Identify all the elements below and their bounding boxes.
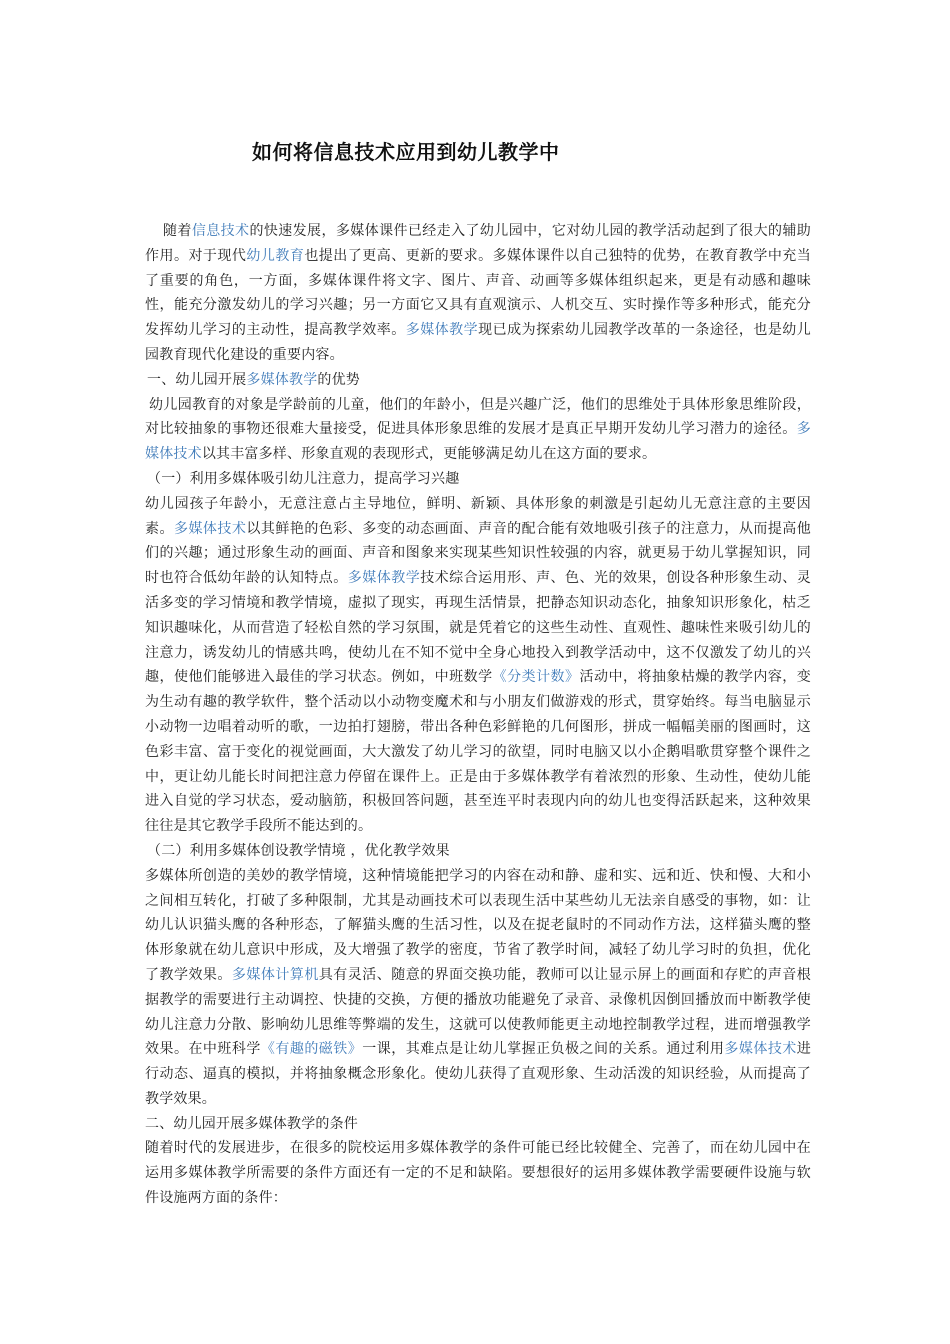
text-run: 一、幼儿园开展 <box>147 371 247 388</box>
text-run: 的优势 <box>317 371 361 388</box>
text-run: 也提出了更高、更新的要求。多媒体课件以自己独特的优势，在教育教学中充当了重要的角色，一方面，多媒体课件将文字、图片、声音、动画等多媒体组织起来，更是有动感和趣味性，能充分激发幼儿的学习兴趣；另一方面它又具有直观演示、人机交互、实时操作等多种形式，能充分发挥幼儿学习的主动性，提高教学效率。 <box>145 247 811 339</box>
situation-paragraph <box>145 864 811 1112</box>
text-run: 幼儿园孩子年龄小，无意注意占主导地位，鲜明、新颖、具体形象的刺激是引起幼儿无意注意的主要因素。 <box>145 495 811 537</box>
document-title: 如何将信息技术应用到幼儿教学中 <box>252 140 560 164</box>
link-multimedia-teaching[interactable]: 多媒体教学 <box>246 371 318 388</box>
text-run: 的快速发展，多媒体课件已经走入了幼儿园中，它对幼儿园的教学活动起到了很大的辅助作用。对于现代 <box>145 223 811 264</box>
text-run: 技术综合运用形、声、色、光的效果，创设各种形象生动、灵活多变的学习情境和教学情境，虚拟了现实，再现生活情景，把静态知识动态化，抽象知识形象化，枯乏知识趣味化，从而营造了轻松自然的学习氛围，就是凭着它的这些生动性、直观性、趣味性来吸引幼儿的注意力，诱发幼儿的情感共鸣，使幼儿在不知不觉中全身心地投入到教学活动中，这不仅激发了幼儿的兴趣，使他们能够进入最佳的学习状态。例如，中班数学 <box>145 570 811 686</box>
document-body <box>145 219 811 1211</box>
intro-paragraph <box>145 219 811 368</box>
text-run: 活动中，将抽象枯燥的教学内容，变为生动有趣的教学软件，整个活动以小动物变魔术和与小朋友们做游戏的形式，贯穿始终。每当电脑显示小动物一边唱着动听的歌，一边拍打翅膀，带出各种色彩鲜艳的几何图形，拼成一幅幅美丽的图画时，这色彩丰富、富于变化的视觉画面，大大激发了幼儿学习的欲望，同时电脑又以小企鹅唱歌贯穿整个课件之中，更让幼儿能长时间把注意力停留在课件上。正是由于多媒体教学有着浓烈的形象、生动性，使幼儿能进入自觉的学习状态，爱动脑筋，积极回答问题，甚至连平时表现内向的幼儿也变得活跃起来，这种效果往往是其它教学手段所不能达到的。 <box>145 669 811 835</box>
link-multimedia-technology[interactable]: 多媒体技术 <box>173 520 247 537</box>
subsection-heading-2: （二）利用多媒体创设教学情境 ，优化教学效果 <box>147 842 450 859</box>
link-multimedia-teaching[interactable]: 多媒体教学 <box>405 322 479 339</box>
link-information-technology[interactable]: 信息技术 <box>191 223 250 239</box>
attention-paragraph <box>145 492 811 839</box>
text-run: 多媒体所创造的美妙的教学情境，这种情境能把学习的内容在动和静、虚和实、远和近、快和慢、大和小之间相互转化，打破了多种限制，尤其是动画技术可以表现生活中某些幼儿无法亲自感受的事物，如：让幼儿认识猫头鹰的各种形态，了解猫头鹰的生活习性，以及在捉老鼠时的不同动作方法，这样猫头鹰的整体形象就在幼儿意识中形成，及大增强了教学的密度，节省了教学时间，减轻了幼儿学习时的负担，优化了教学效果。 <box>145 867 811 983</box>
text-run: 现已成为探索幼儿园教学改革的一条途径，也是幼儿园教育现代化建设的重要内容。 <box>145 322 811 363</box>
section-heading-1 <box>145 368 811 393</box>
subsection-heading-1: （一）利用多媒体吸引幼儿注意力，提高学习兴趣 <box>147 470 460 487</box>
text-run: 具有灵活、随意的界面交换功能，教师可以让显示屏上的画面和存贮的声音根据教学的需要进行主动调控、快捷的交换，方便的播放功能避免了录音、录像机因倒回播放而中断教学使幼儿注意力分散、影响幼儿思维等弊端的发生，这就可以使教师能更主动地控制教学过程，进而增强教学效果。在中班科学 <box>145 966 811 1058</box>
text-run: 以其丰富多样、形象直观的表现形式，更能够满足幼儿在这方面的要求。 <box>201 446 657 463</box>
link-multimedia-computer[interactable]: 多媒体计算机 <box>231 966 319 983</box>
text-run: 一课，其难点是让幼儿掌握正负极之间的关系。通过利用 <box>362 1041 725 1058</box>
text-run: 随着 <box>163 223 192 239</box>
advantages-paragraph <box>145 393 811 467</box>
text-run: 以其鲜艳的色彩、多变的动态画面、声音的配合能有效地吸引孩子的注意力，从而提高他们的兴趣；通过形象生动的画面、声音和图象来实现某些知识性较强的内容，就更易于幼儿掌握知识，同时也符合低幼年龄的认知特点。 <box>145 520 811 587</box>
link-classification-counting[interactable]: 《分类计数》 <box>492 669 580 686</box>
link-early-education[interactable]: 幼儿教育 <box>246 247 305 264</box>
section-heading-2: 二、幼儿园开展多媒体教学的条件 <box>145 1115 358 1132</box>
link-multimedia-teaching[interactable]: 多媒体教学 <box>347 570 421 587</box>
link-multimedia-technology[interactable]: 多媒体技术 <box>145 421 811 463</box>
link-interesting-magnet[interactable]: 《有趣的磁铁》 <box>260 1041 363 1058</box>
link-multimedia-technology[interactable]: 多媒体技术 <box>724 1041 797 1058</box>
conditions-paragraph: 随着时代的发展进步，在很多的院校运用多媒体教学的条件可能已经比较健全、完善了，而在幼儿园中在运用多媒体教学所需要的条件方面还有一定的不足和缺陷。要想很好的运用多媒体教学需要硬件设施与软件设施两方面的条件： <box>145 1140 811 1207</box>
text-run: 幼儿园教育的对象是学龄前的儿童，他们的年龄小，但是兴趣广泛，他们的思维处于具体形象思维阶段，对比较抽象的事物还很难大量接受，促进具体形象思维的发展才是真正早期开发幼儿学习潜力的途径。 <box>145 396 811 438</box>
text-run: 进行动态、逼真的模拟，并将抽象概念形象化。使幼儿获得了直观形象、生动活泼的知识经验，从而提高了教学效果。 <box>145 1041 811 1107</box>
